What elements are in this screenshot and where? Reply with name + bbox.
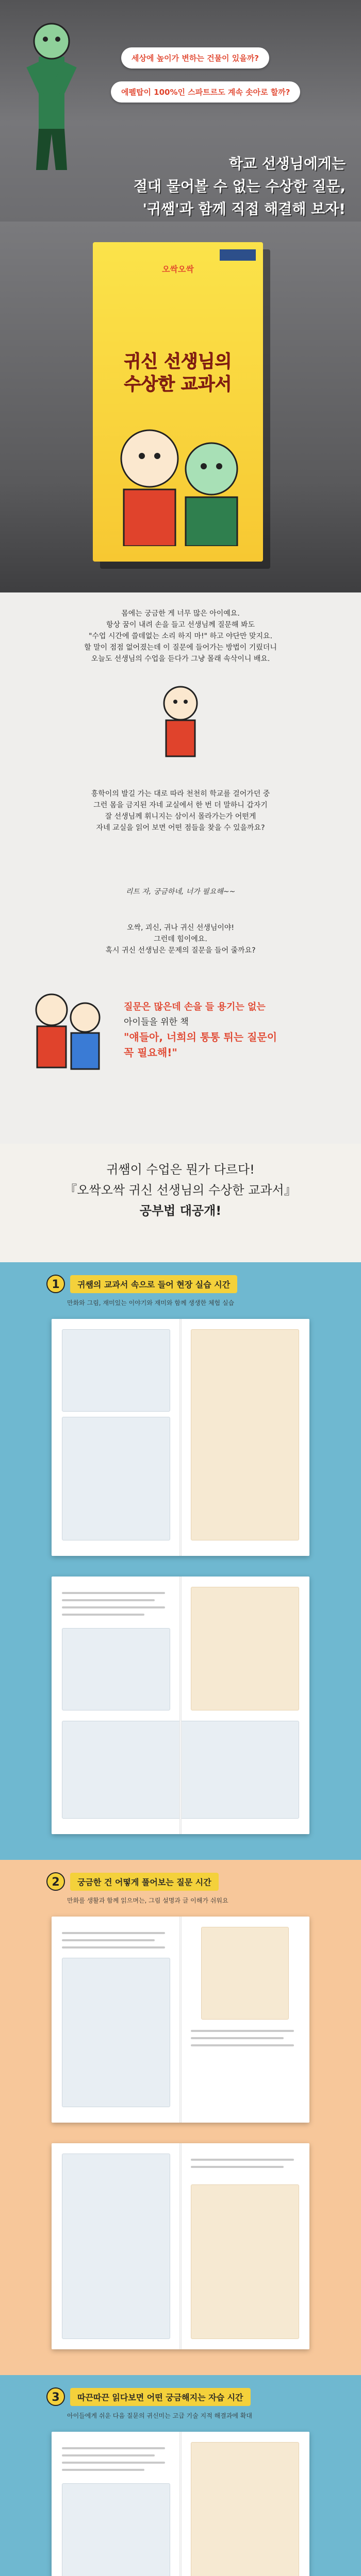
closing-line-1: 질문은 많은데 손을 들 용기는 없는: [124, 1002, 266, 1012]
feature-number: 3: [46, 2387, 65, 2406]
closing-line-2: 아이들을 위한 책: [124, 1017, 189, 1027]
story-line: 잘 선생님께 휘니지는 삼이서 몰라가는가 어떤게: [105, 812, 256, 821]
feature-description: 아이들에게 쉬운 다음 질문의 귀신미는 고급 기술 지적 해결과에 확대: [67, 2412, 252, 2419]
comic-panel: [62, 1329, 170, 1412]
feature-description: 만화와 그림, 재미있는 이야기와 재미와 함께 생생한 체험 실습: [67, 1299, 235, 1307]
story-line: 그런 몸을 금지된 자네 교실에서 한 번 더 말하니 갑자기: [93, 801, 268, 809]
publisher-badge: [220, 249, 256, 261]
page-spread: [52, 1917, 309, 2123]
story-line: "수업 시간에 쓸데없는 소리 하지 마!" 하고 야단만 맞지요.: [88, 632, 273, 640]
text-line: [62, 1614, 144, 1616]
hero-headline-1: 학교 선생님에게는: [228, 155, 346, 172]
intro-line-2: 『오싹오싹 귀신 선생님의 수상한 교과서』: [64, 1183, 297, 1197]
book-series: 오싹오싹: [162, 264, 194, 274]
story-line: 몸에는 궁금한 게 너무 많은 아이예요.: [121, 609, 240, 618]
feature-badge-2: [46, 1870, 219, 1893]
text-line: [62, 1592, 165, 1594]
text-line: [62, 2462, 165, 2464]
text-line: [62, 1939, 155, 1941]
illustration: [191, 2184, 299, 2339]
illustration: [191, 1587, 299, 1710]
feature-badge-1: [46, 1273, 237, 1295]
page-spread: [52, 1319, 309, 1556]
closing-line-3: "얘들아, 너희의 통통 튀는 질문이: [124, 1031, 277, 1043]
story-line: 흥학이의 발길 가는 대로 따라 천천히 학교를 걸어가던 중: [91, 790, 270, 798]
text-line: [191, 2044, 294, 2046]
text-line: [191, 2030, 294, 2032]
boy-illustration: [150, 680, 211, 762]
hero-section: [0, 0, 361, 222]
story-paragraph-3: [0, 922, 361, 956]
story-section: [0, 592, 361, 1144]
story-closing: [124, 999, 294, 1060]
handwritten-note: 리트 자, 궁금하네, 너가 필요해~~: [125, 888, 236, 896]
story-paragraph-2: [0, 788, 361, 834]
book-title-line-2: 수상한 교과서: [124, 374, 232, 395]
feature-section-1: [0, 1262, 361, 1860]
feature-section-3: [0, 2375, 361, 2576]
page-spread: [52, 2432, 309, 2576]
story-line: 그런데 힘이에요.: [154, 935, 207, 943]
comic-panel: [62, 1417, 170, 1540]
illustration: [62, 2483, 170, 2576]
feature-title: 궁금한 건 어떻게 풀어보는 질문 시간: [70, 1873, 219, 1891]
book-cover: [93, 242, 263, 562]
hero-headline-2: 절대 물어볼 수 없는 수상한 질문,: [133, 178, 346, 195]
text-line: [62, 1946, 165, 1948]
text-line: [62, 2469, 144, 2471]
feature-description: 만화를 생활과 함께 읽으며는, 그림 설명과 글 이해가 쉬워요: [67, 1897, 228, 1904]
intro-line-1: 귀쌤이 수업은 뭔가 다르다!: [106, 1162, 255, 1177]
text-line: [62, 2447, 165, 2449]
feature-title: 귀쌤의 교과서 속으로 들어 현장 실습 시간: [70, 1275, 237, 1293]
story-line: 할 말이 점점 없어졌는데 이 질문에 들어가는 방법이 기맀더니: [84, 643, 277, 652]
comic-panel: [191, 1329, 299, 1540]
closing-line-4: 꼭 필요해!": [124, 1046, 177, 1059]
text-line: [191, 2166, 284, 2168]
illustration: [62, 1958, 170, 2107]
illustration: [201, 1927, 289, 2020]
feature-number: 2: [46, 1872, 65, 1891]
illustration: [62, 2154, 170, 2339]
book-title-line-1: 귀신 선생님의: [124, 351, 232, 372]
feature-section-2: [0, 1860, 361, 2375]
speech-bubble-1: 세상에 높이가 변하는 건물이 있을까?: [121, 47, 269, 69]
cover-illustration: [93, 412, 263, 546]
story-line: 오싹, 괴신, 귀나 귀신 선생님이야!: [126, 924, 235, 932]
feature-badge-3: [46, 2385, 251, 2408]
text-line: [62, 1599, 155, 1601]
page-spread: [52, 1577, 309, 1834]
text-line: [62, 1932, 165, 1934]
speech-bubble-2: 에펠탑이 100%인 스파트르도 계속 솟아로 할까?: [111, 81, 300, 103]
text-line: [191, 2037, 284, 2039]
illustration: [62, 1628, 170, 1710]
story-line: 오늘도 선생님의 수업을 듣다가 그냥 몰래 속삭이니 배요.: [91, 655, 270, 663]
hero-headline-3: '귀쌤'과 함께 직접 해결해 보자!: [142, 200, 346, 217]
text-line: [191, 2159, 294, 2161]
ghost-teacher-illustration: [15, 15, 88, 170]
story-line: 혹시 귀신 선생님은 문제의 질문을 들어 줄까요?: [105, 946, 256, 955]
feature-title: 따끈따끈 읽다보면 어떤 궁금해지는 자습 시간: [70, 2388, 251, 2406]
story-line: 항상 꿈이 내려 손을 들고 선생님께 질문해 봐도: [106, 621, 255, 629]
text-line: [62, 2454, 155, 2456]
text-line: [62, 1606, 165, 1608]
feature-number: 1: [46, 1275, 65, 1293]
kids-illustration: [26, 984, 108, 1077]
illustration: [62, 1721, 299, 1819]
page-spread: [52, 2143, 309, 2349]
intro-section: [0, 1144, 361, 1262]
story-paragraph-1: [0, 608, 361, 665]
intro-line-3: 공부법 대공개!: [139, 1204, 222, 1218]
book-title: [103, 350, 253, 396]
story-line: 자네 교실을 읽어 보면 어떤 점들을 찾을 수 있을까요?: [96, 824, 265, 832]
illustration: [191, 2442, 299, 2576]
book-section: [0, 222, 361, 592]
